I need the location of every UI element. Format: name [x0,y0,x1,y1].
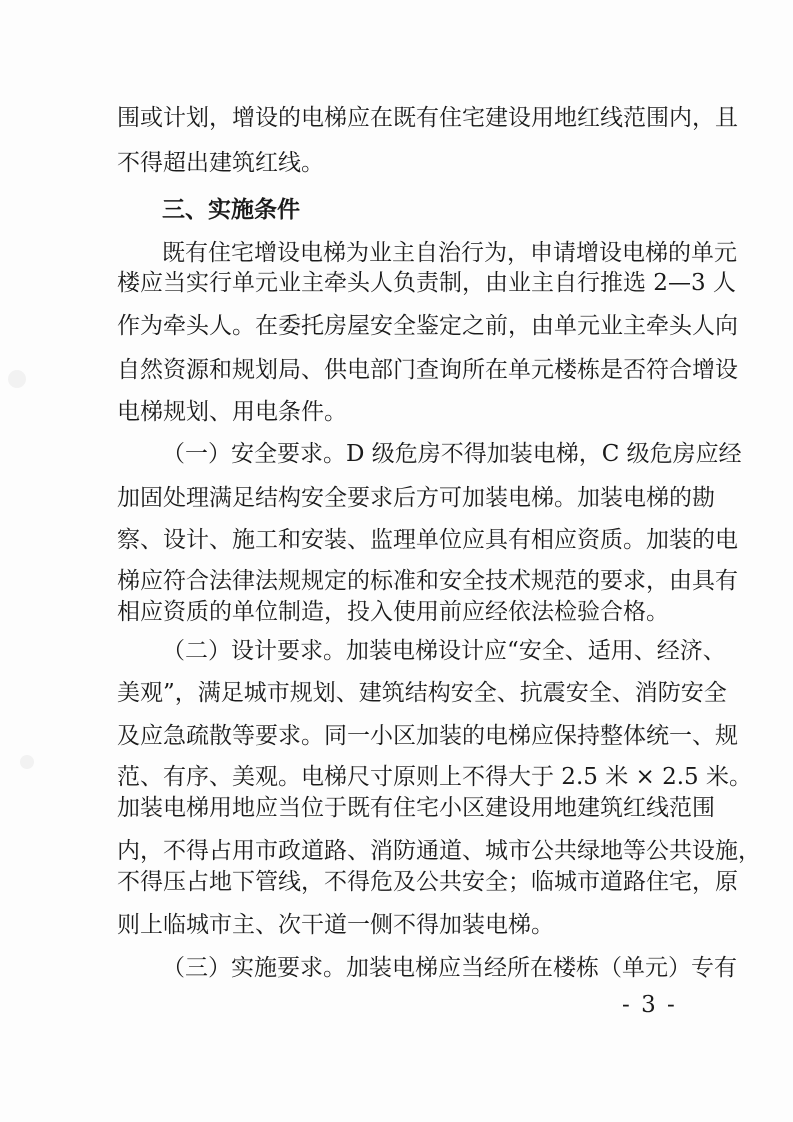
text-line: 自然资源和规划局、供电部门查询所在单元楼栋是否符合增设 [117,357,738,383]
text-line: 梯应符合法律法规规定的标准和安全技术规范的要求，由具有 [117,568,738,594]
text-line: 则上临城市主、次干道一侧不得加装电梯。 [117,912,554,938]
scan-artifact [20,755,34,769]
text-line: 不得压占地下管线，不得危及公共安全；临城市道路住宅，原 [117,869,738,895]
text-line: 不得超出建筑红线。 [117,150,324,176]
text-line: 电梯规划、用电条件。 [117,399,347,425]
text-line: 察、设计、施工和安装、监理单位应具有相应资质。加装的电 [117,527,738,553]
text-line: 及应急疏散等要求。同一小区加装的电梯应保持整体统一、规 [117,723,738,749]
text-line: （一）安全要求。D 级危房不得加装电梯，C 级危房应经 [162,441,742,467]
text-line: 内，不得占用市政道路、消防通道、城市公共绿地等公共设施， [117,838,761,864]
text-line: 作为牵头人。在委托房屋安全鉴定之前，由单元业主牵头人向 [117,313,738,339]
text-line: 既有住宅增设电梯为业主自治行为，申请增设电梯的单元 [162,240,737,266]
text-line: 范、有序、美观。电梯尺寸原则上不得大于 2.5 米 × 2.5 米。 [117,764,752,790]
text-line: （二）设计要求。加装电梯设计应“安全、适用、经济、 [162,638,726,664]
text-line: 加装电梯用地应当位于既有住宅小区建设用地建筑红线范围 [117,795,715,821]
text-line: 相应资质的单位制造，投入使用前应经依法检验合格。 [117,599,669,625]
section-heading: 三、实施条件 [162,197,300,223]
text-line: （三）实施要求。加装电梯应当经所在楼栋（单元）专有 [162,955,737,981]
text-line: 楼应当实行单元业主牵头人负责制，由业主自行推选 2—3 人 [117,270,736,296]
scan-artifact [8,370,26,388]
page-number: - 3 - [622,992,677,1018]
text-line: 美观”，满足城市规划、建筑结构安全、抗震安全、消防安全 [117,680,727,706]
text-line: 围或计划，增设的电梯应在既有住宅建设用地红线范围内，且 [117,105,738,131]
text-line: 加固处理满足结构安全要求后方可加装电梯。加装电梯的勘 [117,485,715,511]
